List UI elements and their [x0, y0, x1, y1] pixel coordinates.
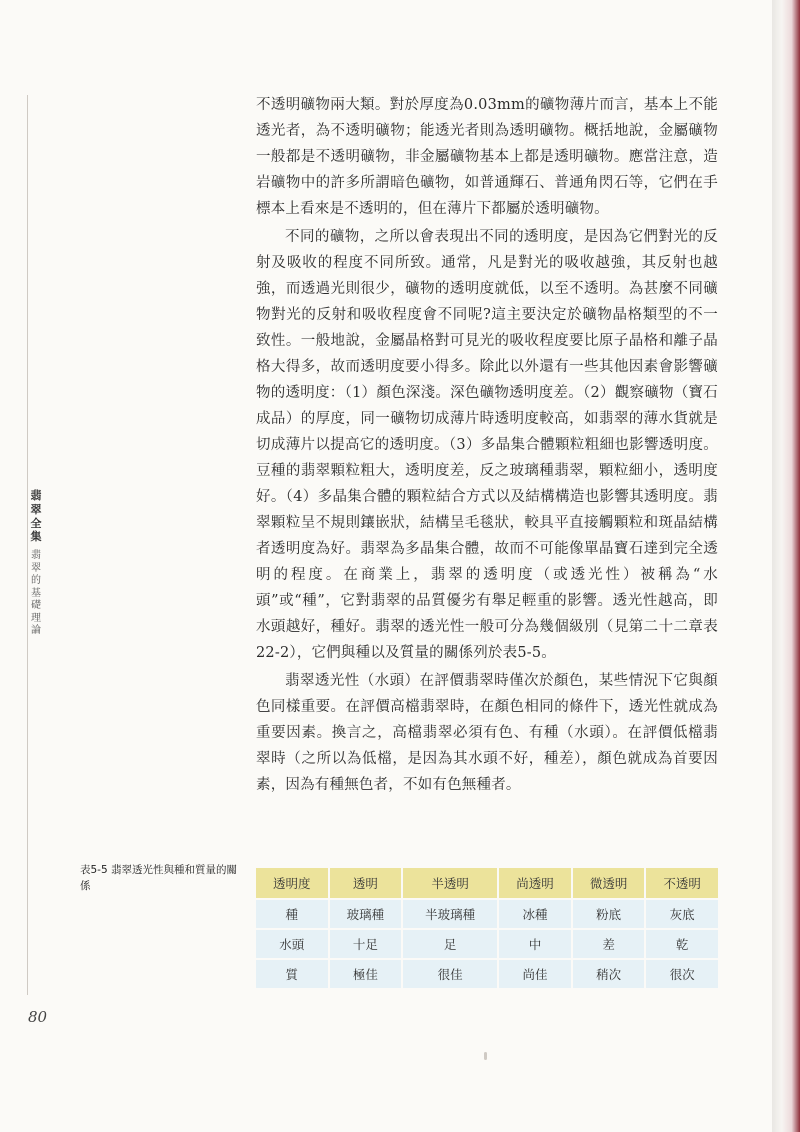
paragraph: 不透明礦物兩大類。對於厚度為0.03mm的礦物薄片而言，基本上不能透光者，為不透明礦物；能透光者則為透明礦物。概括地說，金屬礦物一般都是不透明礦物，非金屬礦物基本上都是透明礦物。應當注意，造岩礦物中的許多所謂暗色礦物，如普通輝石、普通角閃石等，它們在手標本上看來是不透明的，但在薄片下都屬於透明礦物。 — [256, 97, 718, 217]
table-cell: 極佳 — [330, 960, 402, 988]
table-cell: 半玻璃種 — [403, 900, 497, 928]
table-row — [256, 960, 718, 988]
scan-speck — [484, 1052, 487, 1060]
paragraph: 不同的礦物，之所以會表現出不同的透明度，是因為它們對光的反射及吸收的程度不同所致。通常，凡是對光的吸收越強，其反射也越強，而透過光則很少，礦物的透明度就低，以至不透明。為甚麼不同礦物對光的反射和吸收程度會不同呢?這主要決定於礦物晶格類型的不一致性。一般地說，金屬晶格對可見光的吸收程度要比原子晶格和離子晶格大得多，故而透明度要小得多。除此以外還有一些其他因素會影響礦物的透明度：（1）顏色深淺。深色礦物透明度差。（2）觀察礦物（寶石成品）的厚度，同一礦物切成薄片時透明度較高，如翡翠的薄水貨就是切成薄片以提高它的透明度。（3）多晶集合體顆粒粗細也影響透明度。豆種的翡翠顆粒粗大，透明度差，反之玻璃種翡翠，顆粒細小，透明度好。（4）多晶集合體的顆粒結合方式以及結構構造也影響其透明度。翡翠顆粒呈不規則鑲嵌狀，結構呈毛毯狀，較具平直接觸顆粒和斑晶結構者透明度為好。翡翠為多晶集合體，故而不可能像單晶寶石達到完全透明的程度。在商業上，翡翠的透明度（或透光性）被稱為“水頭”或“種”，它對翡翠的品質優劣有舉足輕重的影響。透光性越高，即水頭越好，種好。翡翠的透光性一般可分為幾個級別（見第二十二章表22-2），它們與種以及質量的關係列於表5-5。 — [256, 229, 718, 661]
page-number: 80 — [28, 1008, 48, 1026]
table-cell: 玻璃種 — [330, 900, 402, 928]
table-cell: 質 — [256, 960, 328, 988]
header-cell: 半透明 — [403, 868, 497, 898]
header-cell: 微透明 — [573, 868, 645, 898]
header-cell: 透明 — [330, 868, 402, 898]
table-cell: 尚佳 — [499, 960, 571, 988]
table-cell: 粉底 — [573, 900, 645, 928]
table-row — [256, 900, 718, 928]
table-cell: 很佳 — [403, 960, 497, 988]
table-cell: 冰種 — [499, 900, 571, 928]
side-running-title — [29, 489, 43, 638]
table-cell: 乾 — [646, 930, 718, 958]
header-cell: 透明度 — [256, 868, 328, 898]
table-cell: 水頭 — [256, 930, 328, 958]
side-chapter-title: 翡 翠 的 基 礎 理 論 — [31, 550, 41, 636]
table-caption: 表5-5 翡翠透光性與種和質量的關係 — [80, 864, 237, 892]
table-cell: 差 — [573, 930, 645, 958]
margin-rule — [27, 95, 28, 995]
header-cell: 尚透明 — [499, 868, 571, 898]
body-text — [256, 92, 718, 798]
table-cell: 足 — [403, 930, 497, 958]
table-cell: 中 — [499, 930, 571, 958]
table-cell: 稍次 — [573, 960, 645, 988]
table-cell: 十足 — [330, 930, 402, 958]
table-cell: 很次 — [646, 960, 718, 988]
side-book-title: 翡 翠 全 集 — [30, 489, 42, 544]
table-row — [256, 930, 718, 958]
table-cell: 灰底 — [646, 900, 718, 928]
page-edge-binding — [772, 0, 800, 1132]
table-cell: 種 — [256, 900, 328, 928]
transparency-table — [254, 866, 720, 990]
table-header-row — [256, 868, 718, 898]
paragraph: 翡翠透光性（水頭）在評價翡翠時僅次於顏色，某些情況下它與顏色同樣重要。在評價高檔翡翠時，在顏色相同的條件下，透光性就成為重要因素。換言之，高檔翡翠必須有色、有種（水頭）。在評價低檔翡翠時（之所以為低檔，是因為其水頭不好，種差），顏色就成為首要因素，因為有種無色者，不如有色無種者。 — [256, 673, 718, 793]
header-cell: 不透明 — [646, 868, 718, 898]
